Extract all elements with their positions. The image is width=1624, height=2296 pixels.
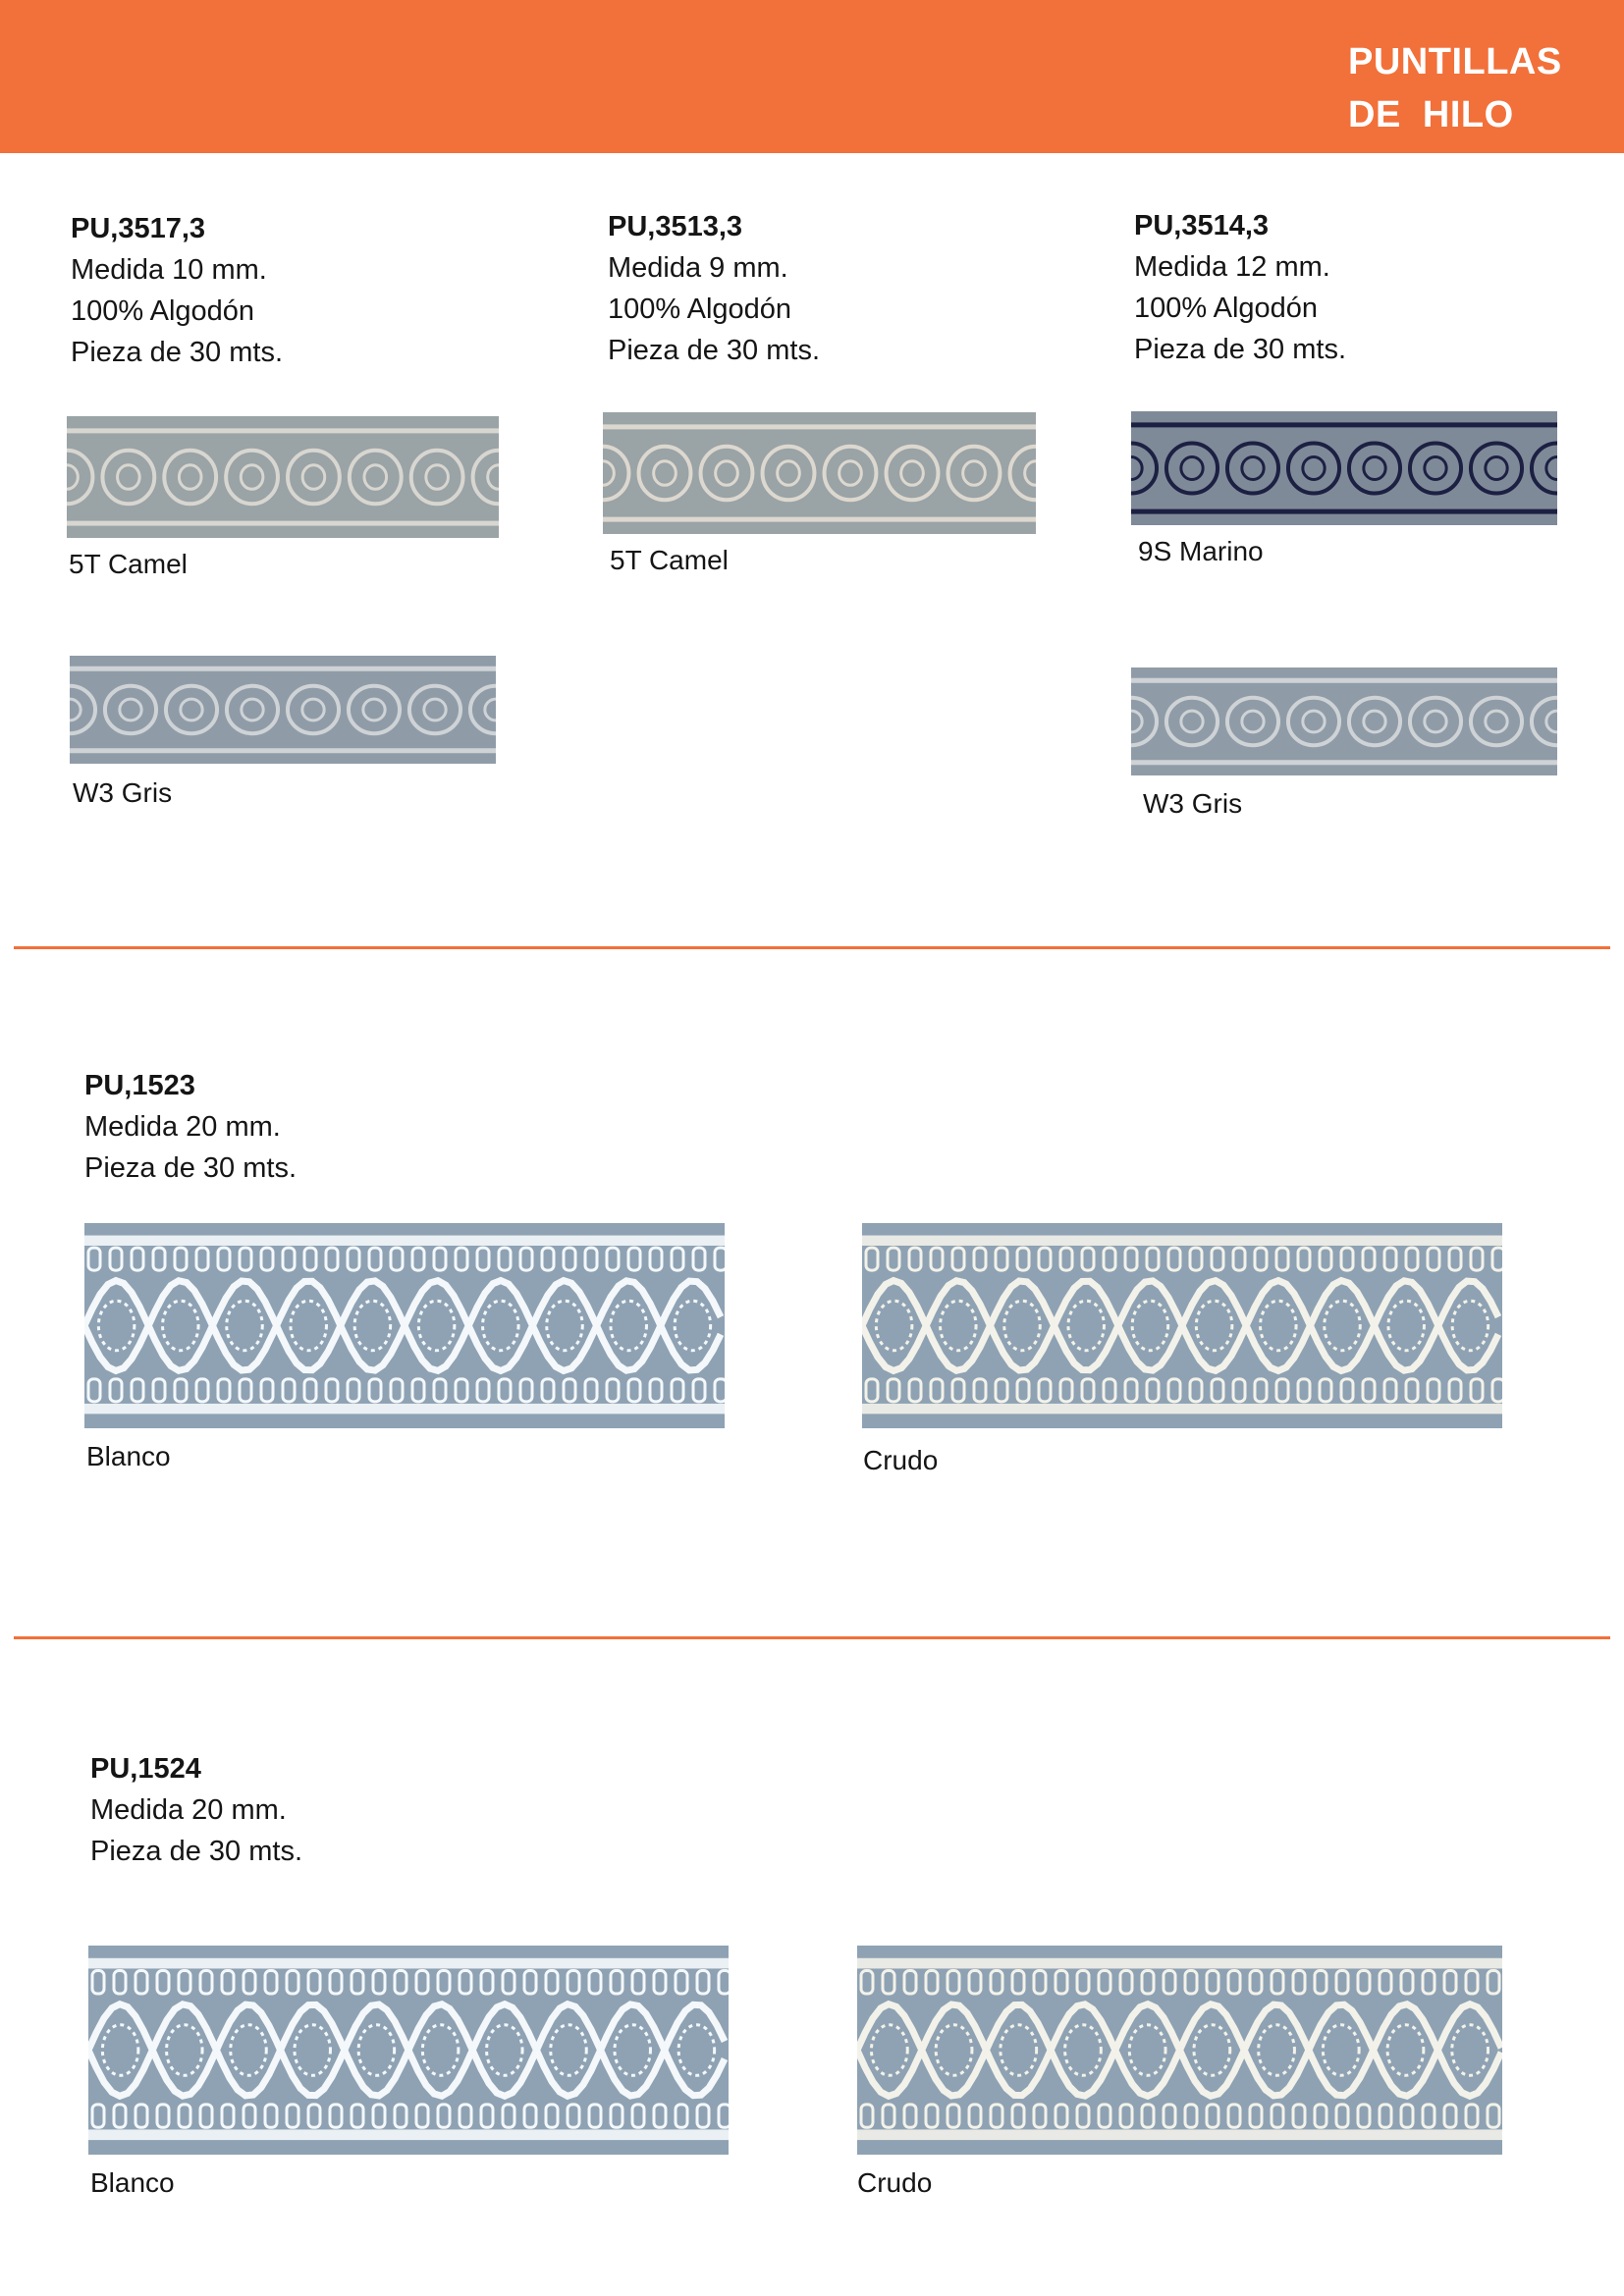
lace-swatch-image [70, 656, 496, 764]
product-code: PU,3517,3 [71, 213, 206, 244]
lace-swatch-image [67, 416, 499, 538]
product-info-pu1524 [90, 1748, 302, 1872]
product-size: Medida 9 mm. [608, 252, 788, 284]
product-code: PU,1523 [84, 1070, 195, 1101]
product-piece: Pieza de 30 mts. [71, 337, 283, 368]
variant-label: Crudo [863, 1445, 939, 1475]
section-divider [14, 946, 1610, 949]
variant-label: Crudo [857, 2167, 933, 2198]
product-composition: 100% Algodón [1134, 293, 1319, 324]
product-piece: Pieza de 30 mts. [84, 1152, 297, 1184]
product-code: PU,3514,3 [1134, 210, 1270, 241]
variant-label: Blanco [86, 1441, 171, 1471]
lace-swatch-image [1131, 411, 1557, 525]
lace-swatch-image [84, 1223, 725, 1428]
variant-label: W3 Gris [1143, 788, 1243, 819]
page-title: PUNTILLAS DE HILO [1348, 41, 1562, 135]
product-size: Medida 20 mm. [84, 1111, 281, 1143]
lace-swatch-image [862, 1223, 1502, 1428]
variant-label: Blanco [90, 2167, 175, 2198]
product-code: PU,3513,3 [608, 211, 743, 242]
product-size: Medida 10 mm. [71, 254, 267, 286]
product-info-pu3517 [71, 208, 283, 373]
product-size: Medida 12 mm. [1134, 251, 1330, 283]
product-composition: 100% Algodón [71, 295, 255, 327]
header-banner [0, 0, 1624, 153]
variant-label: 5T Camel [610, 545, 729, 575]
product-piece: Pieza de 30 mts. [608, 335, 820, 366]
section-divider [14, 1636, 1610, 1639]
product-piece: Pieza de 30 mts. [1134, 334, 1346, 365]
product-info-pu3514 [1134, 205, 1346, 370]
lace-swatch-image [88, 1946, 729, 2155]
variant-label: W3 Gris [73, 777, 173, 808]
lace-swatch-image [1131, 667, 1557, 775]
product-info-pu1523 [84, 1065, 297, 1189]
product-composition: 100% Algodón [608, 294, 792, 325]
variant-label: 9S Marino [1138, 536, 1264, 566]
product-piece: Pieza de 30 mts. [90, 1836, 302, 1867]
lace-swatch-image [857, 1946, 1502, 2155]
product-code: PU,1524 [90, 1753, 201, 1785]
product-size: Medida 20 mm. [90, 1794, 287, 1826]
product-info-pu3513 [608, 206, 820, 371]
variant-label: 5T Camel [69, 549, 188, 579]
lace-swatch-image [603, 412, 1036, 534]
